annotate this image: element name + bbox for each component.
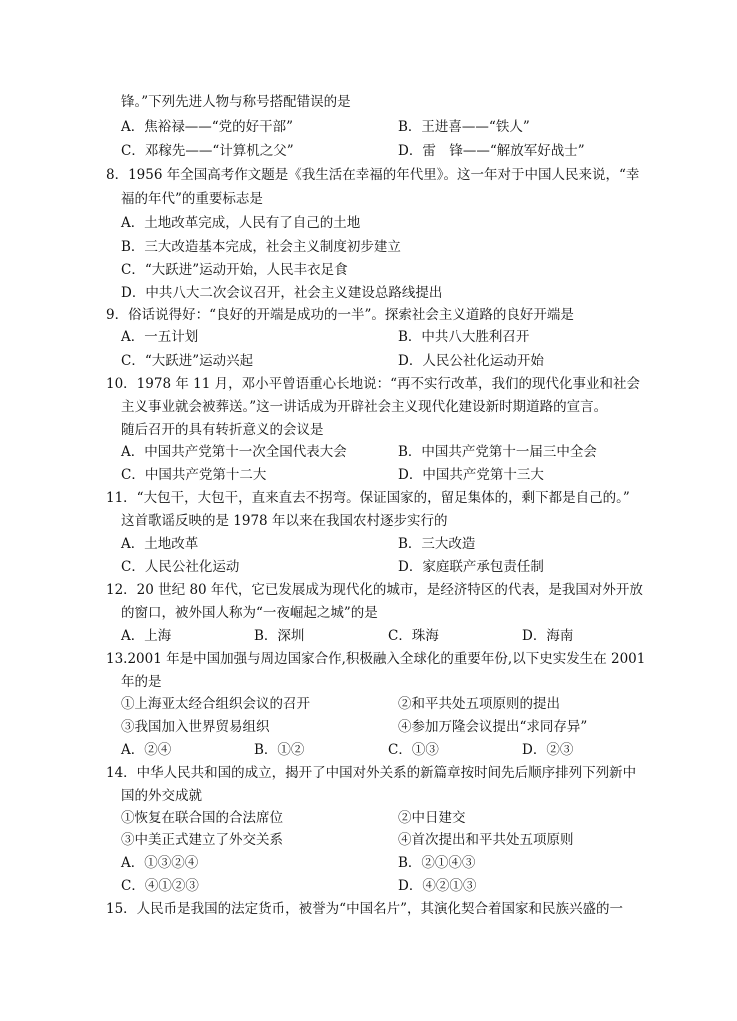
- q13-stem-2: 年的是: [121, 674, 162, 690]
- q7-option-b: B．王进喜——“铁人”: [398, 119, 530, 135]
- q12-option-c: C．珠海: [388, 628, 439, 644]
- q12-stem-2: 的窗口，被外国人称为“一夜崛起之城”的是: [121, 605, 378, 621]
- q14-option-d: D．④②①③: [398, 878, 477, 894]
- q14-stem-1: 14．中华人民共和国的成立，揭开了中国对外关系的新篇章按时间先后顺序排列下列新中: [106, 765, 637, 781]
- q13-item-1: ①上海亚太经合组织会议的召开: [121, 696, 310, 712]
- q14-item-2: ②中日建交: [398, 810, 466, 826]
- q13-item-2: ②和平共处五项原则的提出: [398, 696, 560, 712]
- q10-option-c: C．中国共产党第十二大: [121, 467, 267, 483]
- q14-stem-2: 国的外交成就: [121, 788, 202, 804]
- q11-option-b: B．三大改造: [398, 536, 476, 552]
- q15-stem-1: 15．人民币是我国的法定货币，被誉为“中国名片”，其演化契合着国家和民族兴盛的一: [106, 901, 623, 917]
- q13-item-4: ④参加万隆会议提出“求同存异”: [398, 719, 588, 735]
- q14-item-3: ③中美正式建立了外交关系: [121, 832, 283, 848]
- q8-option-a: A．土地改革完成，人民有了自己的土地: [121, 215, 361, 231]
- q7-option-c: C．邓稼先——“计算机之父”: [121, 143, 294, 159]
- q14-option-a: A．①③②④: [121, 855, 199, 871]
- q10-option-d: D．中国共产党第十三大: [398, 467, 544, 483]
- q7-stem-cont: 锋。”下列先进人物与称号搭配错误的是: [121, 94, 351, 110]
- q13-stem-1: 13.2001 年是中国加强与周边国家合作,积极融入全球化的重要年份,以下史实发生在 2001: [106, 651, 646, 667]
- q8-option-b: B．三大改造基本完成，社会主义制度初步建立: [121, 239, 401, 255]
- q11-option-c: C．人民公社化运动: [121, 559, 240, 575]
- q9-option-c: C．“大跃进”运动兴起: [121, 353, 254, 369]
- q13-option-a: A．②④: [121, 742, 172, 758]
- q14-option-b: B．②①④③: [398, 855, 476, 871]
- q8-stem-1: 8．1956 年全国高考作文题是《我生活在幸福的年代里》。这一年对于中国人民来说，“幸: [106, 167, 640, 183]
- q12-stem-1: 12．20 世纪 80 年代，它已发展成为现代化的城市，是经济特区的代表，是我国对外开放: [106, 582, 643, 598]
- q13-option-b: B．①②: [254, 742, 305, 758]
- q14-item-1: ①恢复在联合国的合法席位: [121, 810, 283, 826]
- q10-stem-1: 10．1978 年 11 月，邓小平曾语重心长地说：“再不实行改革，我们的现代化事业和社会: [106, 376, 640, 392]
- q12-option-a: A．上海: [121, 628, 172, 644]
- q7-option-d: D．雷 锋——“解放军好战士”: [398, 143, 585, 159]
- q11-stem-2: 这首歌谣反映的是 1978 年以来在我国农村逐步实行的: [121, 513, 448, 529]
- q9-option-a: A．一五计划: [121, 329, 199, 345]
- q11-option-d: D．家庭联产承包责任制: [398, 559, 544, 575]
- q13-option-d: D．②③: [522, 742, 574, 758]
- q9-stem-1: 9．俗话说得好：“良好的开端是成功的一半”。探索社会主义道路的良好开端是: [106, 307, 574, 323]
- q13-option-c: C．①③: [388, 742, 439, 758]
- q10-stem-3: 随后召开的具有转折意义的会议是: [121, 422, 324, 438]
- q14-option-c: C．④①②③: [121, 878, 199, 894]
- q8-option-c: C．“大跃进”运动开始，人民丰衣足食: [121, 262, 348, 278]
- q10-option-b: B．中国共产党第十一届三中全会: [398, 444, 597, 460]
- q11-stem-1: 11．“大包干，大包干，直来直去不拐弯。保证国家的，留足集体的，剩下都是自己的。”: [106, 490, 630, 506]
- q10-option-a: A．中国共产党第十一次全国代表大会: [121, 444, 347, 460]
- q9-option-b: B．中共八大胜利召开: [398, 329, 530, 345]
- q12-option-d: D．海南: [522, 628, 574, 644]
- q7-option-a: A．焦裕禄——“党的好干部”: [121, 119, 294, 135]
- q13-item-3: ③我国加入世界贸易组织: [121, 719, 270, 735]
- q12-option-b: B．深圳: [254, 628, 305, 644]
- q9-option-d: D．人民公社化运动开始: [398, 353, 544, 369]
- q10-stem-2: 主义事业就会被葬送。”这一讲话成为开辟社会主义现代化建设新时期道路的宣言。: [121, 399, 608, 415]
- q8-stem-2: 福的年代”的重要标志是: [121, 191, 263, 207]
- q11-option-a: A．土地改革: [121, 536, 199, 552]
- q14-item-4: ④首次提出和平共处五项原则: [398, 832, 574, 848]
- q8-option-d: D．中共八大二次会议召开，社会主义建设总路线提出: [121, 285, 443, 301]
